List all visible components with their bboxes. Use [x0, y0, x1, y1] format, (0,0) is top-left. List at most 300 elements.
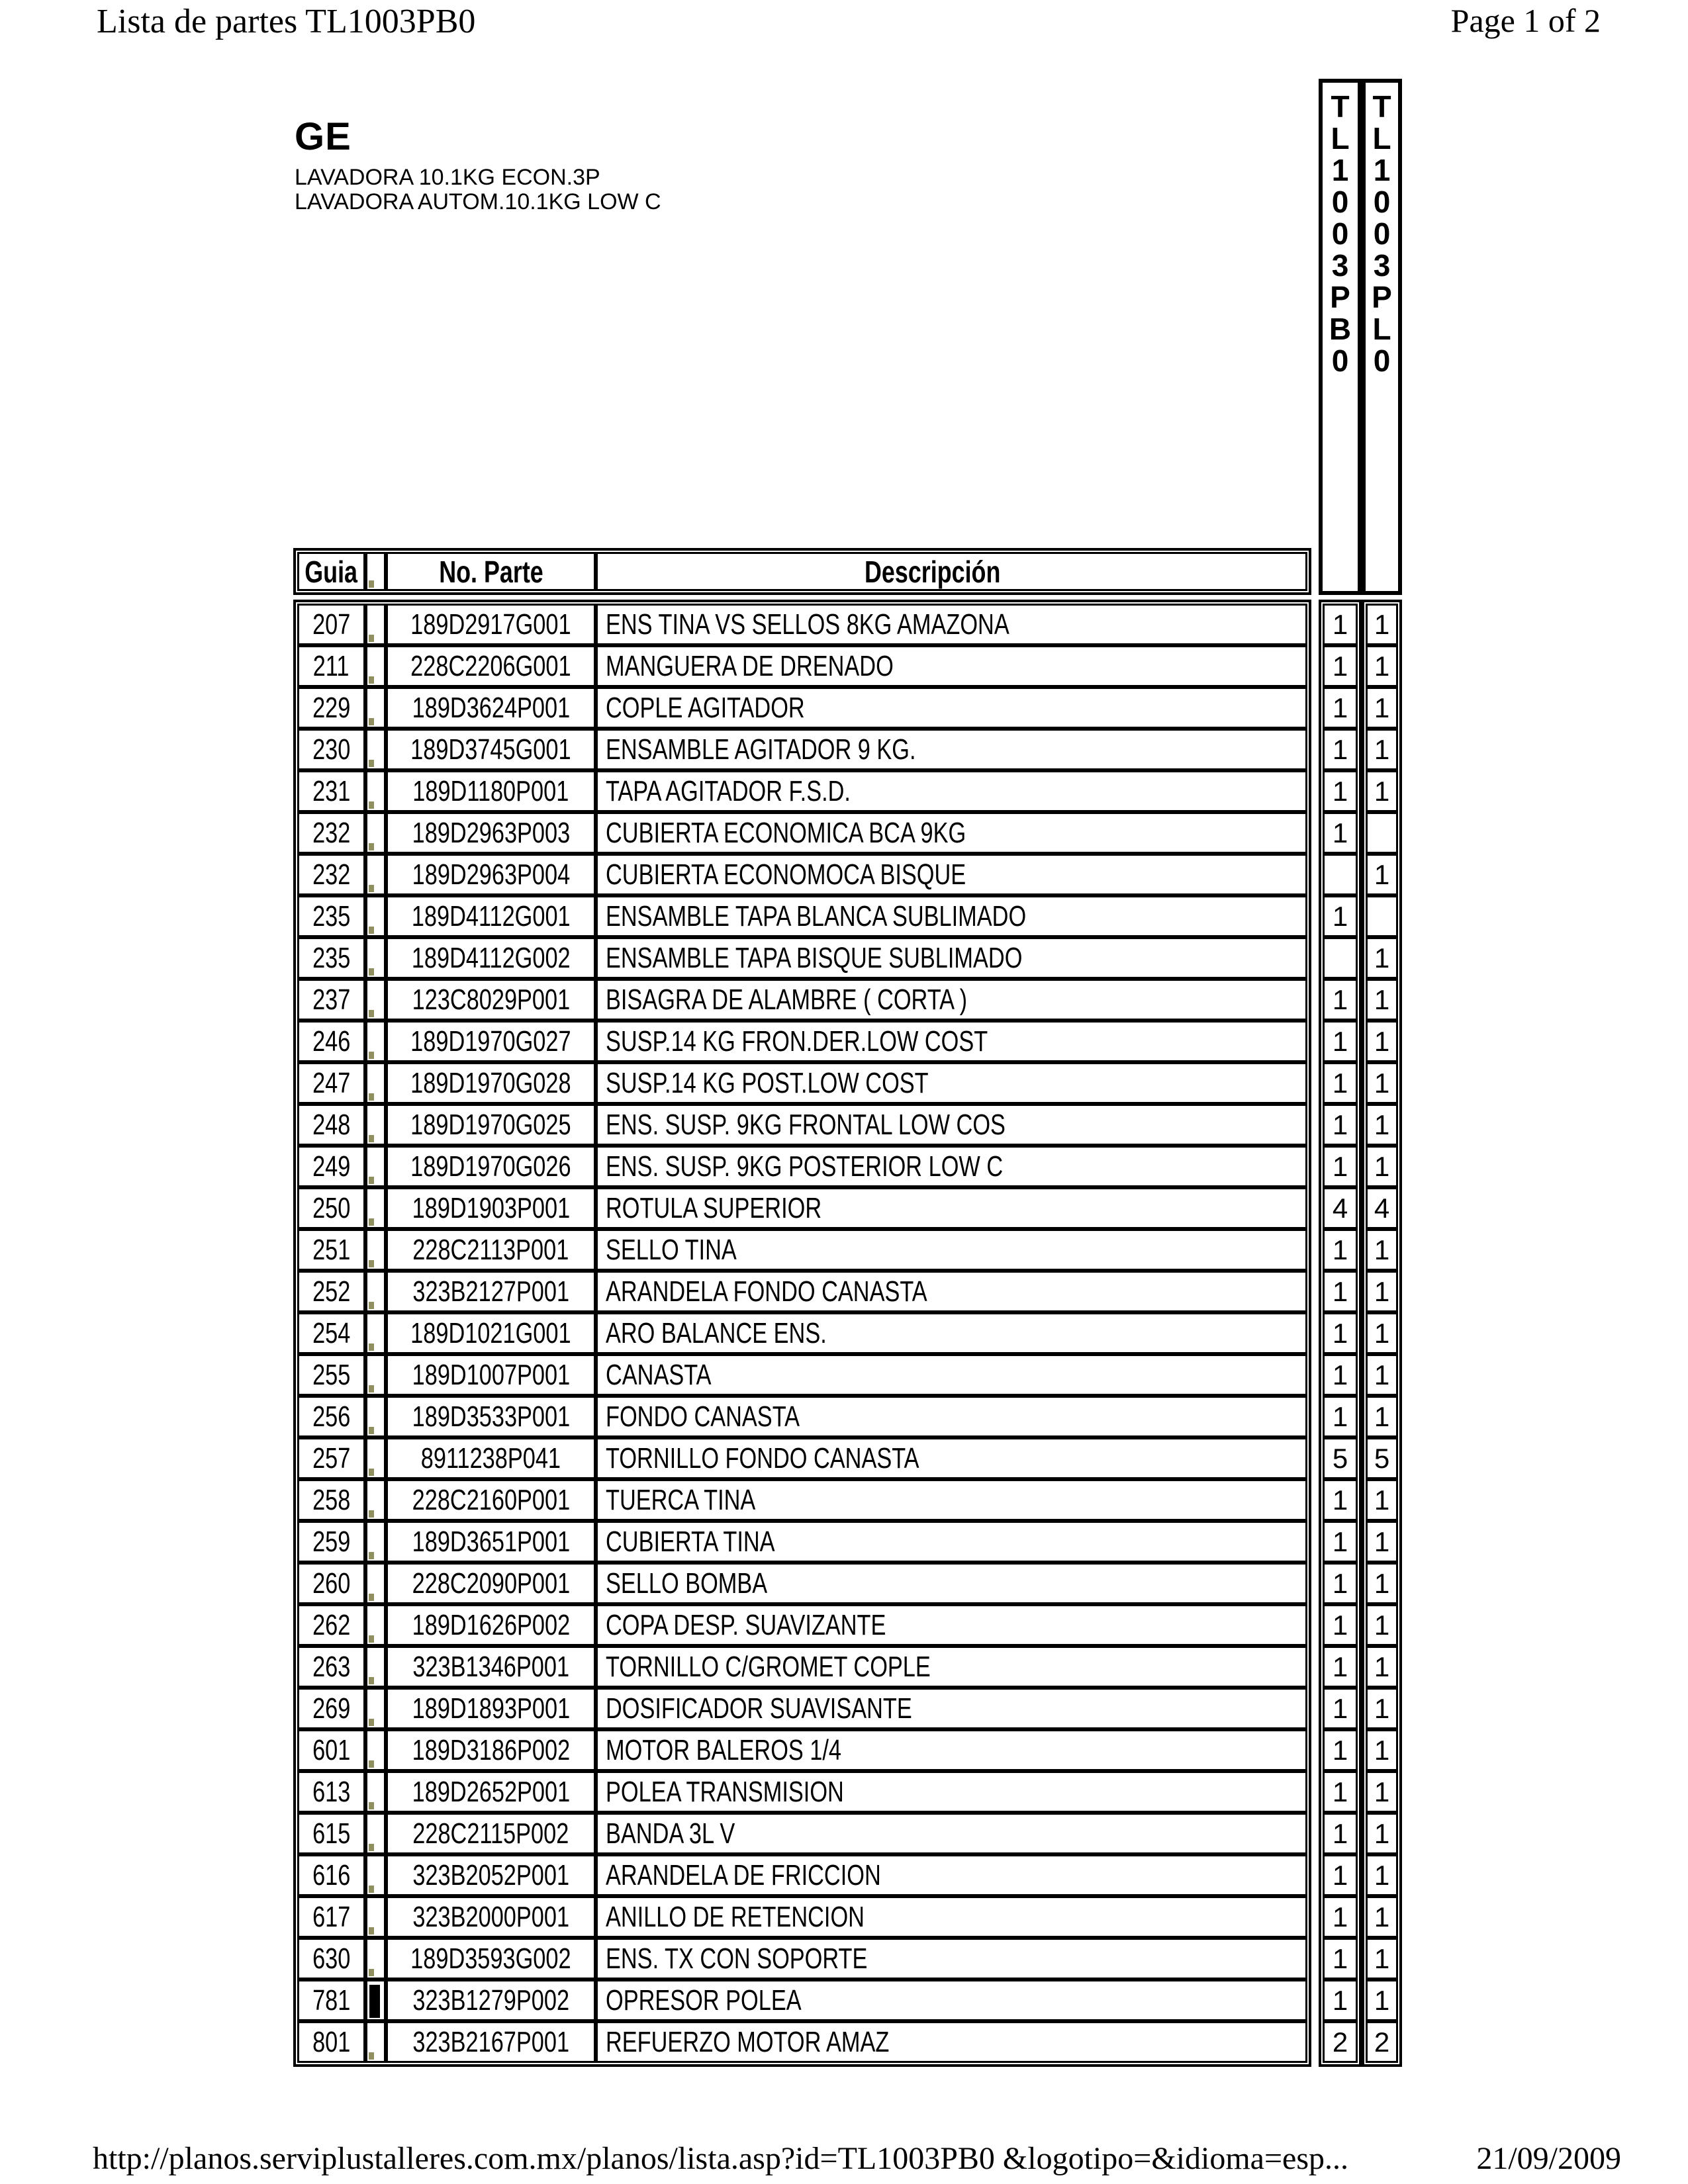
qty-cell-right: 1 [1366, 1146, 1398, 1187]
qty-cell-right: 2 [1366, 2021, 1398, 2063]
qty-cell-left: 1 [1323, 1896, 1358, 1938]
qty-cell-right: 1 [1366, 854, 1398, 895]
table-row [297, 1271, 1307, 1312]
qty-cell-right: 1 [1366, 770, 1398, 812]
row-descripcion [596, 812, 1307, 854]
qty-cell-right: 1 [1366, 1688, 1398, 1729]
row-descripcion-text: OPRESOR POLEA [606, 1983, 802, 2017]
row-no-parte [386, 1896, 596, 1938]
qty-cell-left: 1 [1323, 1396, 1358, 1437]
qty-cell-right: 1 [1366, 1854, 1398, 1896]
row-no-parte-text: 189D1626P002 [412, 1608, 570, 1641]
table-row [297, 1437, 1307, 1479]
footer-url: http://planos.serviplustalleres.com.mx/planos/lista.asp?id=TL1003PB0 &logotipo=&idioma=esp... [93, 2141, 1349, 2176]
row-no-parte-text: 228C2160P001 [412, 1483, 570, 1516]
qty-cell-right: 1 [1366, 1771, 1398, 1813]
row-no-parte-text: 189D1970G026 [410, 1150, 571, 1183]
row-guia [297, 1229, 365, 1271]
table-row [297, 1646, 1307, 1688]
row-guia-text: 229 [312, 691, 351, 724]
table-row [297, 1021, 1307, 1062]
row-guia [297, 687, 365, 729]
row-guia [297, 1521, 365, 1563]
row-descripcion [596, 1104, 1307, 1146]
table-row [297, 1521, 1307, 1563]
row-descripcion-text: ENS TINA VS SELLOS 8KG AMAZONA [606, 608, 1009, 641]
row-descripcion [596, 1938, 1307, 1979]
qty-cell-right: 1 [1366, 1021, 1398, 1062]
header-no-parte: No. Parte [386, 552, 596, 591]
row-no-parte [386, 687, 596, 729]
row-no-parte [386, 1354, 596, 1396]
row-no-parte-text: 323B1346P001 [412, 1650, 569, 1683]
row-guia-text: 235 [312, 899, 351, 933]
parts-table-header [293, 548, 1311, 595]
qty-cell-left: 1 [1323, 1854, 1358, 1896]
qty-cell-right: 1 [1366, 729, 1398, 770]
row-guia [297, 1354, 365, 1396]
row-no-parte [386, 1521, 596, 1563]
qty-cell-left [1323, 937, 1358, 979]
row-descripcion [596, 770, 1307, 812]
row-no-parte [386, 1271, 596, 1312]
row-guia-text: 235 [312, 941, 351, 974]
row-descripcion [596, 1813, 1307, 1854]
row-descripcion-text: CUBIERTA ECONOMICA BCA 9KG [606, 816, 966, 849]
table-row [297, 979, 1307, 1021]
row-spacer [365, 1479, 386, 1521]
row-guia-text: 259 [312, 1525, 351, 1558]
row-no-parte-text: 228C2115P002 [412, 1817, 569, 1850]
row-descripcion-text: ROTULA SUPERIOR [606, 1191, 822, 1224]
row-descripcion [596, 854, 1307, 895]
table-row [297, 1938, 1307, 1979]
row-guia [297, 1021, 365, 1062]
row-guia-text: 801 [312, 2025, 351, 2058]
header-spacer [365, 552, 386, 591]
print-footer [93, 2142, 1621, 2177]
row-descripcion-text: ANILLO DE RETENCION [606, 1900, 865, 1933]
row-descripcion [596, 1271, 1307, 1312]
row-guia [297, 1479, 365, 1521]
row-guia [297, 1979, 365, 2021]
row-no-parte-text: 189D3745G001 [410, 733, 571, 766]
qty-cell-right: 1 [1366, 979, 1398, 1021]
qty-cell-right: 1 [1366, 1729, 1398, 1771]
qty-cell-right: 1 [1366, 1604, 1398, 1646]
row-spacer [365, 1771, 386, 1813]
row-descripcion-text: POLEA TRANSMISION [606, 1775, 844, 1808]
row-spacer [365, 812, 386, 854]
row-spacer [365, 895, 386, 937]
table-row [297, 1896, 1307, 1938]
row-descripcion-text: ENS. SUSP. 9KG FRONTAL LOW COS [606, 1108, 1006, 1141]
row-descripcion [596, 1646, 1307, 1688]
row-no-parte [386, 1187, 596, 1229]
row-guia [297, 1437, 365, 1479]
row-spacer [365, 1646, 386, 1688]
qty-cell-right: 1 [1366, 1479, 1398, 1521]
qty-cell-right: 1 [1366, 1312, 1398, 1354]
header-descripcion: Descripción [596, 552, 1307, 591]
row-no-parte-text: 189D1021G001 [410, 1316, 571, 1349]
row-guia-text: 207 [312, 608, 351, 641]
row-guia-text: 616 [312, 1858, 351, 1891]
row-guia-text: 257 [312, 1441, 351, 1475]
row-guia-text: 601 [312, 1733, 351, 1766]
row-descripcion-text: BANDA 3L V [606, 1817, 735, 1850]
qty-cell-right: 5 [1366, 1437, 1398, 1479]
row-no-parte-text: 228C2206G001 [410, 649, 571, 682]
qty-cell-left: 1 [1323, 979, 1358, 1021]
row-descripcion [596, 1729, 1307, 1771]
row-guia-text: 248 [312, 1108, 351, 1141]
qty-cell-right: 1 [1366, 1563, 1398, 1604]
row-guia-text: 211 [313, 649, 350, 682]
qty-cell-right: 1 [1366, 1896, 1398, 1938]
footer-date: 21/09/2009 [1476, 2141, 1621, 2176]
row-guia-text: 231 [312, 774, 351, 807]
table-row [297, 1729, 1307, 1771]
row-no-parte [386, 729, 596, 770]
row-guia [297, 1896, 365, 1938]
row-no-parte-text: 189D2963P003 [412, 816, 570, 849]
row-guia [297, 1104, 365, 1146]
row-no-parte-text: 123C8029P001 [412, 983, 570, 1016]
row-spacer [365, 1729, 386, 1771]
row-no-parte [386, 1146, 596, 1187]
qty-cell-left: 1 [1323, 1479, 1358, 1521]
row-descripcion [596, 2021, 1307, 2063]
qty-cell-left: 5 [1323, 1437, 1358, 1479]
qty-cell-right: 1 [1366, 1354, 1398, 1396]
row-no-parte-text: 189D3651P001 [412, 1525, 570, 1558]
qty-cell-left: 1 [1323, 1521, 1358, 1563]
row-descripcion [596, 979, 1307, 1021]
row-guia-text: 781 [312, 1983, 351, 2017]
table-row [297, 937, 1307, 979]
row-descripcion-text: SUSP.14 KG FRON.DER.LOW COST [606, 1024, 988, 1058]
row-guia-text: 254 [312, 1316, 351, 1349]
row-descripcion-text: TORNILLO C/GROMET COPLE [606, 1650, 931, 1683]
row-guia-text: 613 [312, 1775, 351, 1808]
row-spacer [365, 1688, 386, 1729]
qty-cell-left: 1 [1323, 770, 1358, 812]
row-no-parte [386, 1312, 596, 1354]
row-guia [297, 1771, 365, 1813]
row-descripcion [596, 1062, 1307, 1104]
row-no-parte-text: 323B2127P001 [412, 1275, 569, 1308]
qty-cell-left: 1 [1323, 1563, 1358, 1604]
row-guia [297, 604, 365, 645]
row-guia-text: 230 [312, 733, 351, 766]
table-row [297, 1771, 1307, 1813]
qty-cell-left: 1 [1323, 1729, 1358, 1771]
brand-model-line-1: LAVADORA 10.1KG ECON.3P [295, 165, 600, 190]
qty-cell-left: 1 [1323, 604, 1358, 645]
row-guia-text: 232 [312, 816, 351, 849]
row-guia [297, 770, 365, 812]
model-column-left: T L 1 0 0 3 P B 0 [1319, 79, 1362, 595]
row-guia [297, 729, 365, 770]
qty-cell-right: 1 [1366, 687, 1398, 729]
table-row [297, 1563, 1307, 1604]
row-descripcion-text: BISAGRA DE ALAMBRE ( CORTA ) [606, 983, 968, 1016]
row-guia [297, 937, 365, 979]
row-descripcion-text: SELLO TINA [606, 1233, 737, 1266]
table-row [297, 1312, 1307, 1354]
row-descripcion-text: ENSAMBLE TAPA BISQUE SUBLIMADO [606, 941, 1023, 974]
row-descripcion-text: TUERCA TINA [606, 1483, 756, 1516]
qty-cell-right: 1 [1366, 645, 1398, 687]
row-no-parte-text: 323B2000P001 [412, 1900, 569, 1933]
qty-cell-left: 1 [1323, 1146, 1358, 1187]
table-row [297, 770, 1307, 812]
qty-cell-left: 2 [1323, 2021, 1358, 2063]
qty-column-right [1362, 600, 1402, 2067]
row-guia [297, 1312, 365, 1354]
qty-cell-left: 1 [1323, 1771, 1358, 1813]
row-no-parte-text: 189D2963P004 [412, 858, 570, 891]
qty-cell-left: 1 [1323, 812, 1358, 854]
qty-cell-left: 1 [1323, 1271, 1358, 1312]
table-row [297, 729, 1307, 770]
row-descripcion-text: ARANDELA DE FRICCION [606, 1858, 881, 1891]
qty-cell-right: 1 [1366, 1062, 1398, 1104]
row-descripcion-text: ENS. SUSP. 9KG POSTERIOR LOW C [606, 1150, 1004, 1183]
row-no-parte [386, 1021, 596, 1062]
row-spacer [365, 1521, 386, 1563]
row-descripcion-text: MOTOR BALEROS 1/4 [606, 1733, 842, 1766]
row-guia-text: 247 [312, 1066, 351, 1099]
row-spacer [365, 1979, 386, 2021]
row-descripcion [596, 1604, 1307, 1646]
row-no-parte-text: 189D1970G025 [410, 1108, 571, 1141]
table-row [297, 854, 1307, 895]
qty-cell-left: 1 [1323, 1062, 1358, 1104]
row-spacer [365, 1938, 386, 1979]
row-descripcion [596, 687, 1307, 729]
row-guia-text: 252 [312, 1275, 351, 1308]
row-spacer [365, 1396, 386, 1437]
qty-cell-left: 1 [1323, 645, 1358, 687]
table-row [297, 1354, 1307, 1396]
row-descripcion-text: CUBIERTA TINA [606, 1525, 775, 1558]
row-no-parte [386, 1563, 596, 1604]
row-descripcion [596, 1146, 1307, 1187]
row-guia-text: 269 [312, 1692, 351, 1725]
qty-cell-left: 1 [1323, 1021, 1358, 1062]
qty-cell-right [1366, 812, 1398, 854]
row-no-parte [386, 1604, 596, 1646]
row-no-parte-text: 189D3186P002 [412, 1733, 570, 1766]
qty-cell-left: 1 [1323, 1646, 1358, 1688]
qty-cell-left: 1 [1323, 1938, 1358, 1979]
row-spacer [365, 1354, 386, 1396]
qty-cell-right: 1 [1366, 604, 1398, 645]
row-guia [297, 1938, 365, 1979]
print-header [97, 3, 1601, 40]
table-row [297, 1146, 1307, 1187]
table-row [297, 1813, 1307, 1854]
row-no-parte [386, 1938, 596, 1979]
qty-cell-right: 4 [1366, 1187, 1398, 1229]
parts-table-body [293, 600, 1311, 2067]
table-row [297, 1062, 1307, 1104]
row-guia-text: 255 [312, 1358, 351, 1391]
table-row [297, 1187, 1307, 1229]
row-no-parte [386, 812, 596, 854]
row-descripcion [596, 1021, 1307, 1062]
qty-cell-right: 1 [1366, 1521, 1398, 1563]
row-spacer [365, 1854, 386, 1896]
row-guia [297, 1646, 365, 1688]
row-no-parte [386, 1979, 596, 2021]
row-no-parte [386, 979, 596, 1021]
row-no-parte-text: 189D1007P001 [412, 1358, 570, 1391]
row-spacer [365, 1062, 386, 1104]
row-no-parte [386, 937, 596, 979]
row-no-parte-text: 228C2113P001 [412, 1233, 569, 1266]
row-descripcion [596, 1771, 1307, 1813]
row-spacer [365, 1437, 386, 1479]
row-descripcion-text: MANGUERA DE DRENADO [606, 649, 894, 682]
row-guia-text: 258 [312, 1483, 351, 1516]
row-no-parte-text: 189D2917G001 [410, 608, 571, 641]
row-descripcion [596, 604, 1307, 645]
row-guia-text: 260 [312, 1567, 351, 1600]
row-no-parte [386, 1813, 596, 1854]
qty-cell-right: 1 [1366, 1979, 1398, 2021]
row-spacer [365, 1896, 386, 1938]
row-guia-text: 256 [312, 1400, 351, 1433]
row-guia [297, 1187, 365, 1229]
table-row [297, 1979, 1307, 2021]
row-descripcion [596, 1479, 1307, 1521]
row-no-parte-text: 189D1970G028 [410, 1066, 571, 1099]
row-guia [297, 812, 365, 854]
row-no-parte-text: 323B1279P002 [412, 1983, 569, 2017]
row-no-parte-text: 189D3533P001 [412, 1400, 570, 1433]
row-descripcion [596, 1896, 1307, 1938]
table-row [297, 895, 1307, 937]
qty-cell-right: 1 [1366, 1646, 1398, 1688]
qty-cell-left: 1 [1323, 729, 1358, 770]
row-guia-text: 251 [312, 1233, 351, 1266]
row-descripcion [596, 937, 1307, 979]
row-descripcion-text: FONDO CANASTA [606, 1400, 800, 1433]
table-row [297, 645, 1307, 687]
row-descripcion-text: SELLO BOMBA [606, 1567, 768, 1600]
row-descripcion [596, 1312, 1307, 1354]
row-no-parte-text: 189D3593G002 [410, 1942, 571, 1975]
qty-cell-left: 1 [1323, 895, 1358, 937]
qty-cell-right: 1 [1366, 1938, 1398, 1979]
row-descripcion [596, 1437, 1307, 1479]
row-guia [297, 1271, 365, 1312]
qty-cell-left [1323, 854, 1358, 895]
row-descripcion-text: TAPA AGITADOR F.S.D. [606, 774, 851, 807]
table-row [297, 1688, 1307, 1729]
row-spacer [365, 1229, 386, 1271]
qty-cell-left: 1 [1323, 1979, 1358, 2021]
row-descripcion-text: REFUERZO MOTOR AMAZ [606, 2025, 890, 2058]
row-no-parte [386, 645, 596, 687]
row-no-parte [386, 1646, 596, 1688]
table-row [297, 2021, 1307, 2063]
row-descripcion-text: DOSIFICADOR SUAVISANTE [606, 1692, 912, 1725]
row-no-parte [386, 1479, 596, 1521]
row-guia-text: 237 [312, 983, 351, 1016]
row-descripcion-text: SUSP.14 KG POST.LOW COST [606, 1066, 929, 1099]
row-descripcion-text: ENS. TX CON SOPORTE [606, 1942, 868, 1975]
row-descripcion-text: ENSAMBLE TAPA BLANCA SUBLIMADO [606, 899, 1027, 933]
row-descripcion [596, 1354, 1307, 1396]
row-descripcion [596, 1563, 1307, 1604]
row-guia [297, 979, 365, 1021]
row-guia-text: 263 [312, 1650, 351, 1683]
row-spacer [365, 1563, 386, 1604]
row-no-parte [386, 770, 596, 812]
table-row [297, 1229, 1307, 1271]
row-no-parte [386, 1688, 596, 1729]
row-descripcion [596, 1854, 1307, 1896]
row-guia [297, 1688, 365, 1729]
row-guia [297, 1813, 365, 1854]
row-descripcion [596, 1688, 1307, 1729]
qty-cell-right: 1 [1366, 937, 1398, 979]
brand-block [295, 115, 661, 214]
row-no-parte-text: 323B2167P001 [412, 2025, 569, 2058]
row-descripcion [596, 645, 1307, 687]
row-guia [297, 854, 365, 895]
row-guia [297, 645, 365, 687]
row-guia-text: 249 [312, 1150, 351, 1183]
page-title: Lista de partes TL1003PB0 [97, 3, 476, 40]
row-guia-text: 617 [312, 1900, 351, 1933]
row-guia [297, 1146, 365, 1187]
qty-cell-right: 1 [1366, 1229, 1398, 1271]
row-no-parte [386, 895, 596, 937]
row-descripcion [596, 1521, 1307, 1563]
qty-cell-left: 1 [1323, 1688, 1358, 1729]
qty-cell-right [1366, 895, 1398, 937]
row-mark-bar [369, 1985, 380, 2018]
row-no-parte-text: 189D4112G002 [411, 941, 571, 974]
row-spacer [365, 729, 386, 770]
row-guia [297, 1062, 365, 1104]
row-guia-text: 246 [312, 1024, 351, 1058]
row-guia [297, 1396, 365, 1437]
row-spacer [365, 1187, 386, 1229]
row-no-parte-text: 189D1180P001 [412, 774, 569, 807]
page-number: Page 1 of 2 [1450, 2, 1601, 39]
row-descripcion [596, 1229, 1307, 1271]
row-descripcion [596, 1396, 1307, 1437]
row-spacer [365, 1312, 386, 1354]
row-descripcion [596, 1187, 1307, 1229]
row-guia-text: 262 [312, 1608, 351, 1641]
row-descripcion-text: COPA DESP. SUAVIZANTE [606, 1608, 886, 1641]
table-row [297, 1604, 1307, 1646]
model-column-right: T L 1 0 0 3 P L 0 [1362, 79, 1402, 595]
row-spacer [365, 1813, 386, 1854]
row-guia [297, 1563, 365, 1604]
qty-cell-left: 4 [1323, 1187, 1358, 1229]
row-descripcion-text: TORNILLO FONDO CANASTA [606, 1441, 919, 1475]
row-descripcion-text: COPLE AGITADOR [606, 691, 805, 724]
row-no-parte [386, 2021, 596, 2063]
